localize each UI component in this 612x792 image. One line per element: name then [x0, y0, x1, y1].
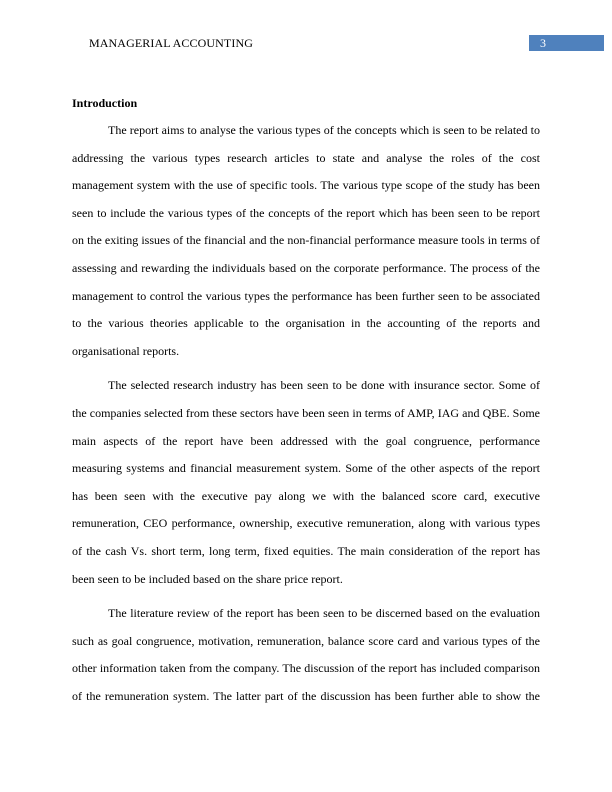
paragraph-1: The report aims to analyse the various types of the concepts which is seen to be related to addressing the various types research articles to state and analyse the roles of the cost management system with the use of specific tools. The various type scope of the study has been seen to include the various types of the concepts of the report which has been seen to be report on the exiting issues of the financial and the non-financial performance measure tools in terms of assessing and rewarding the individuals based on the corporate performance. The process of the management to control the various types the performance has been further seen to be associated to the various theories applicable to the organisation in the accounting of the reports and organisational reports.	[72, 123, 540, 358]
paragraph-3: The literature review of the report has been seen to be discerned based on the evaluation such as goal congruence, motivation, remuneration, balance score card and various types of the other information taken from the company. The discussion of the report has included comparison of the remuneration system. The latter part of the discussion has been further able to show the	[72, 606, 540, 703]
section-heading: Introduction	[72, 96, 138, 110]
page-number-badge	[529, 35, 604, 51]
running-header-title: MANAGERIAL ACCOUNTING	[89, 36, 253, 50]
paragraph-2: The selected research industry has been seen to be done with insurance sector. Some of the companies selected from these sectors have been seen in terms of AMP, IAG and QBE. Some main aspects of the report have been addressed with the goal congruence, performance measuring systems and financial measurement system. Some of the other aspects of the report has been seen with the executive pay along we with the balanced score card, executive remuneration, CEO performance, ownership, executive remuneration, along with various types of the cash Vs. short term, long term, fixed equities. The main consideration of the report has been seen to be included based on the share price report.	[72, 378, 540, 586]
document-body	[72, 96, 540, 717]
page-number: 3	[540, 36, 546, 50]
